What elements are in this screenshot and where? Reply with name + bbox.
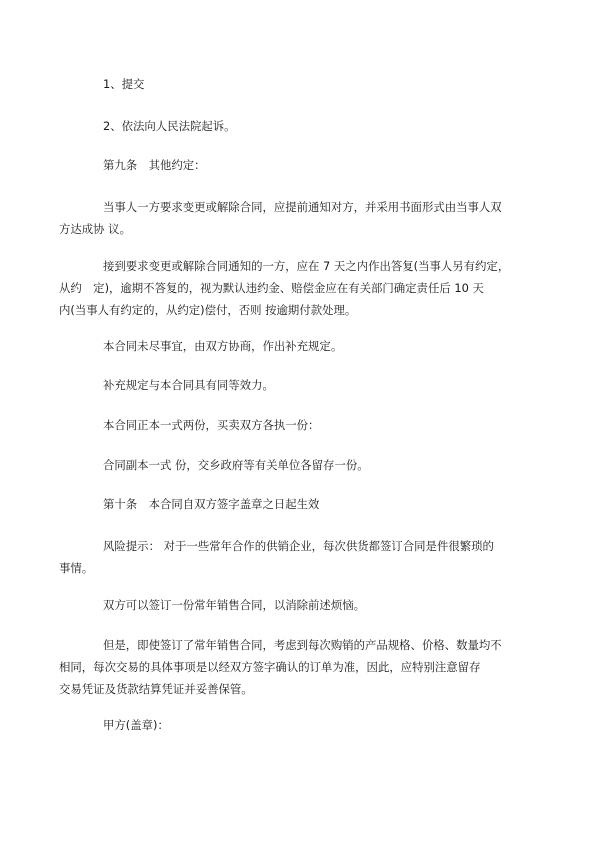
party-a-seal (81, 714, 533, 736)
text-line: 甲方(盖章)： (103, 718, 169, 732)
text-line: 补充规定与本合同具有同等效力。 (103, 378, 274, 392)
text-line: 合同副本一式 份，交乡政府等有关单位各留存一份。 (103, 458, 369, 472)
text-line: 但是，即使签订了常年销售合同，考虑到每次购销的产品规格、价格、数量均不 (103, 638, 502, 652)
clause-item-lawsuit (81, 115, 533, 137)
paragraph-annual-contract (81, 594, 533, 616)
paragraph-contract-change (59, 196, 533, 240)
text-line: 本合同未尽事宜，由双方协商，作出补充规定。 (103, 339, 343, 353)
text-line: 内(当事人有约定的，从约定)偿付，否则 按逾期付款处理。 (59, 303, 357, 317)
paragraph-risk-notice (59, 535, 533, 579)
text-line: 双方可以签订一份常年销售合同，以消除前述烦恼。 (103, 598, 365, 612)
text-line: 方达成协 议。 (59, 222, 131, 236)
text-line: 本合同正本一式两份，买卖双方各执一份： (103, 418, 320, 432)
text-line: 2、依法向人民法院起诉。 (103, 119, 236, 133)
text-line: 当事人一方要求变更或解除合同，应提前通知对方，并采用书面形式由当事人双 (103, 200, 502, 214)
text-line: 接到要求变更或解除合同通知的一方，应在 7 天之内作出答复(当事人另有约定， (103, 259, 510, 273)
text-line: 第十条 本合同自双方签字盖章之日起生效 (103, 497, 320, 511)
text-line: 事情。 (59, 561, 94, 575)
paragraph-original-copies (81, 414, 533, 436)
paragraph-duplicate-copies (81, 454, 533, 476)
text-line: 1、提交 (103, 77, 145, 91)
article-10-heading (81, 493, 533, 515)
text-line: 相同，每次交易的具体事项是以经双方签字确认的订单为准，因此，应特别注意留存 (59, 660, 481, 674)
article-9-heading (81, 154, 533, 176)
text-line: 从约 定)，逾期不答复的，视为默认违约金、赔偿金应在有关部门确定责任后 10 天 (59, 281, 484, 295)
paragraph-unresolved-matters (81, 335, 533, 357)
paragraph-supplement-effect (81, 374, 533, 396)
paragraph-reply-deadline (59, 255, 533, 321)
text-line: 风险提示： 对于一些常年合作的供销企业，每次供货都签订合同是件很繁琐的 (103, 539, 494, 553)
paragraph-order-records (59, 634, 533, 700)
clause-item-submit (81, 73, 533, 95)
text-line: 交易凭证及货款结算凭证并妥善保管。 (59, 682, 253, 696)
text-line: 第九条 其他约定： (103, 158, 206, 172)
